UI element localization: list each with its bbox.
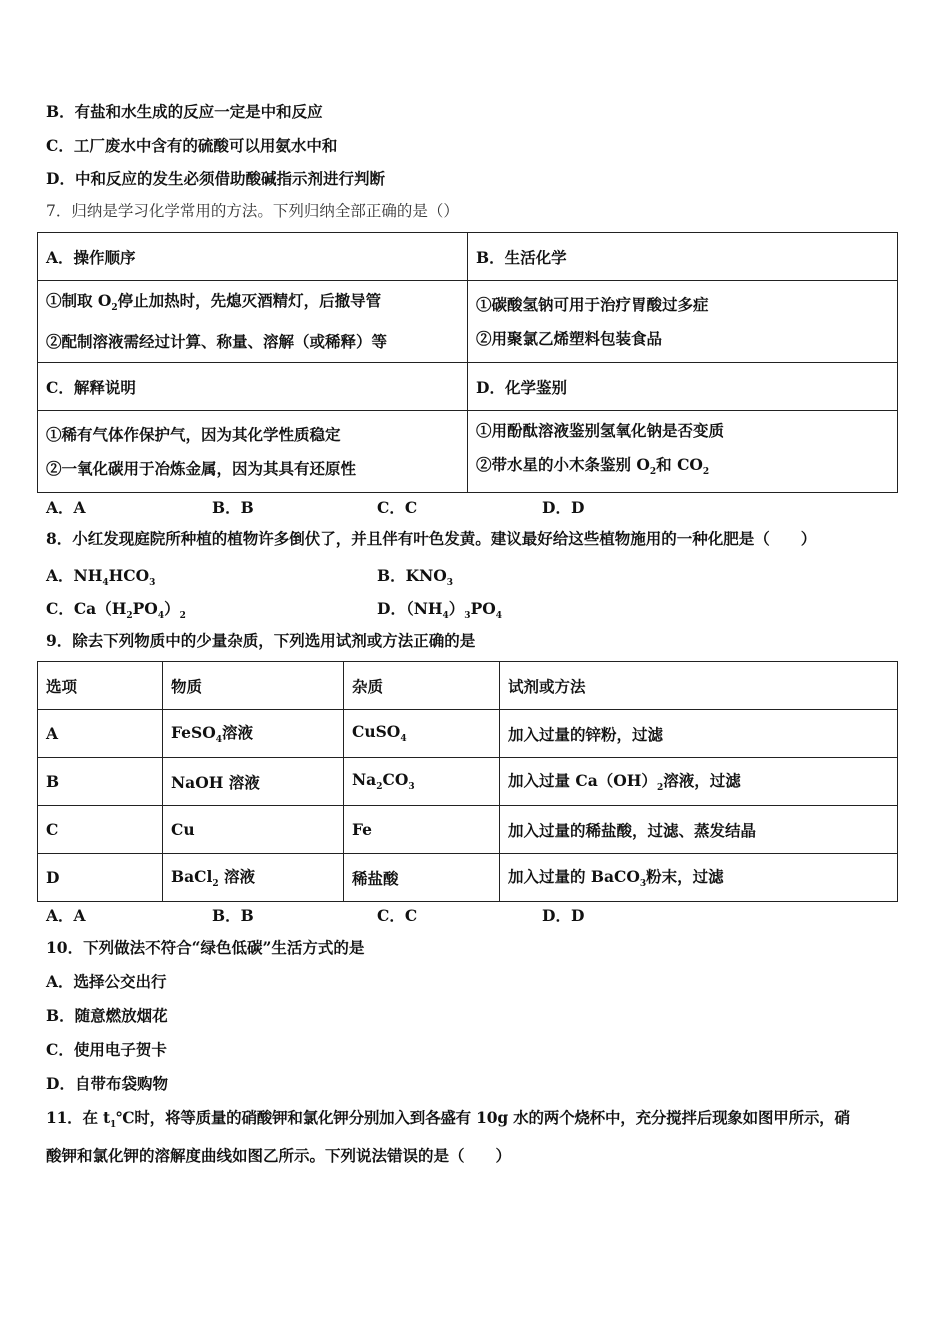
q9-header-substance: 物质 [163, 662, 344, 710]
q11-stem-line2: 酸钾和氯化钾的溶解度曲线如图乙所示。下列说法错误的是（ ） [46, 1146, 512, 1165]
q9-purification-table [37, 661, 898, 902]
q10-option-b: B．随意燃放烟花 [46, 1006, 168, 1025]
q7-stem: 7．归纳是学习化学常用的方法。下列归纳全部正确的是（） [46, 202, 459, 220]
q8-stem: 8．小红发现庭院所种植的植物许多倒伏了，并且伴有叶色发黄。建议最好给这些植物施用的一种化肥是（ ） [46, 529, 817, 548]
q9-row-d-method: 加入过量的 BaCO$_3$粉末，过滤 [500, 854, 898, 902]
q10-stem: 10．下列做法不符合“绿色低碳”生活方式的是 [46, 938, 365, 957]
q9-row-d-impurity: 稀盐酸 [344, 854, 500, 902]
q6-option-d: D．中和反应的发生必须借助酸碱指示剂进行判断 [46, 169, 385, 188]
q9-header-impurity: 杂质 [344, 662, 500, 710]
table-row [38, 710, 898, 758]
q8-option-c: C．$Ca(H_2PO_4)_2$ [46, 599, 186, 622]
q9-row-d-option: D [38, 854, 163, 902]
q8-option-a: A．$NH_4HCO_3$ [46, 566, 156, 589]
table-row [38, 854, 898, 902]
q9-row-b-impurity: $Na_2CO_3$ [344, 758, 500, 806]
q8-option-d: D．$(NH_4)_3PO_4$ [377, 599, 502, 622]
q9-row-a-substance: FeSO$_4$溶液 [163, 710, 344, 758]
q9-row-b-substance: NaOH 溶液 [163, 758, 344, 806]
table-row [38, 806, 898, 854]
q7-b-line2: ②用聚氯乙烯塑料包装食品 [476, 328, 663, 348]
q7-cell-d-header: D．化学鉴别 [468, 363, 898, 411]
q7-d-line1: ①用酚酞溶液鉴别氢氧化钠是否变质 [476, 420, 725, 440]
q7-answer-a: A．A [46, 498, 86, 517]
q9-row-d-substance: BaCl$_2$ 溶液 [163, 854, 344, 902]
q9-answer-c: C．C [377, 906, 418, 925]
q9-row-c-option: C [38, 806, 163, 854]
q10-option-d: D．自带布袋购物 [46, 1074, 168, 1093]
q6-option-b: B．有盐和水生成的反应一定是中和反应 [46, 102, 323, 121]
q9-row-c-substance: Cu [163, 806, 344, 854]
q9-header-method: 试剂或方法 [500, 662, 898, 710]
q6-option-c: C．工厂废水中含有的硫酸可以用氨水中和 [46, 136, 338, 155]
q7-d-line2: ②带水星的小木条鉴别 $O_2$和 $CO_2$ [476, 454, 710, 478]
q7-cell-a-body [38, 281, 468, 363]
q7-c-line1: ①稀有气体作保护气，因为其化学性质稳定 [46, 424, 341, 444]
q7-cell-b-body [468, 281, 898, 363]
q7-cell-a-header: A．操作顺序 [38, 233, 468, 281]
q9-row-c-method: 加入过量的稀盐酸，过滤、蒸发结晶 [500, 806, 898, 854]
q9-answer-a: A．A [46, 906, 86, 925]
q9-row-a-method: 加入过量的锌粉，过滤 [500, 710, 898, 758]
q9-row-c-impurity: Fe [344, 806, 500, 854]
q7-answer-b: B．B [212, 498, 254, 517]
q7-b-line1: ①碳酸氢钠可用于治疗胃酸过多症 [476, 294, 709, 314]
q9-stem: 9．除去下列物质中的少量杂质，下列选用试剂或方法正确的是 [46, 631, 476, 650]
q9-answer-b: B．B [212, 906, 254, 925]
q7-summary-table [37, 232, 898, 493]
q8-option-b: B．$KNO_3$ [377, 566, 454, 589]
q10-option-a: A．选择公交出行 [46, 972, 167, 991]
q7-cell-b-header: B．生活化学 [468, 233, 898, 281]
q7-answer-d: D．D [542, 498, 585, 517]
q9-row-b-method: 加入过量 $Ca(OH)_2$溶液，过滤 [500, 758, 898, 806]
q7-a-line2: ②配制溶液需经过计算、称量、溶解（或稀释）等 [46, 332, 388, 352]
q9-header-option: 选项 [38, 662, 163, 710]
q10-option-c: C．使用电子贺卡 [46, 1040, 167, 1059]
q7-a-line1: ①制取 $O_2$停止加热时，先熄灭酒精灯，后撤导管 [46, 290, 382, 314]
table-row [38, 758, 898, 806]
q9-row-a-impurity: CuSO$_4$ [344, 710, 500, 758]
q7-cell-c-body [38, 411, 468, 493]
q9-row-b-option: B [38, 758, 163, 806]
q7-c-line2: ②一氧化碳用于冶炼金属，因为其具有还原性 [46, 458, 357, 478]
q7-cell-c-header: C．解释说明 [38, 363, 468, 411]
q11-stem-line1: 11．在 $t_1℃$时，将等质量的硝酸钾和氯化钾分别加入到各盛有 10g 水的两个烧杯中，充分搅拌后现象如图甲所示，硝 [46, 1108, 850, 1131]
q7-cell-d-body [468, 411, 898, 493]
q7-answer-c: C．C [377, 498, 418, 517]
q9-row-a-option: A [38, 710, 163, 758]
q9-answer-d: D．D [542, 906, 585, 925]
